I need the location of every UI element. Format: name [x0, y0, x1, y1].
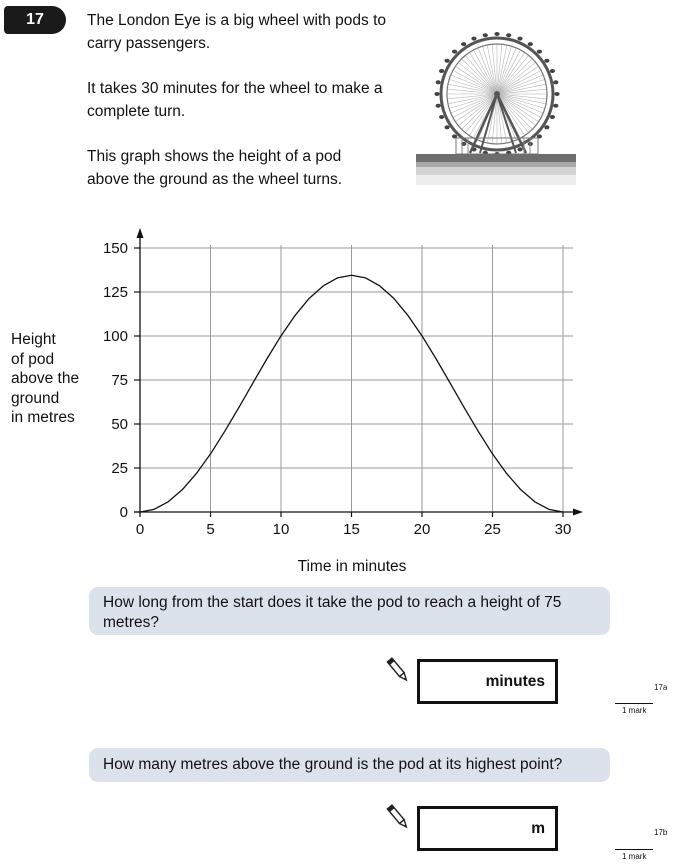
y-tick-label: 50: [111, 416, 128, 433]
x-axis-label: Time in minutes: [297, 558, 407, 575]
y-tick-label: 100: [102, 328, 128, 345]
question-17b-prompt: How many metres above the ground is the pod at its highest point?: [89, 748, 610, 782]
x-tick-label: 15: [343, 521, 360, 538]
eye-pod: [550, 115, 555, 119]
eye-pod: [436, 80, 441, 84]
eye-pod: [528, 42, 533, 46]
eye-pod: [544, 59, 549, 63]
y-tick-label: 0: [119, 504, 128, 521]
x-tick-label: 5: [206, 521, 215, 538]
eye-pod: [550, 69, 555, 73]
eye-pod: [494, 32, 499, 36]
eye-pod: [452, 50, 457, 54]
y-axis-label: [11, 330, 91, 428]
eye-pod: [445, 125, 450, 129]
eye-pod: [506, 33, 511, 37]
eye-pod: [517, 147, 522, 151]
eye-pod: [471, 37, 476, 41]
eye-pod: [483, 33, 488, 37]
pencil-icon: [386, 655, 410, 685]
y-axis-label-line: of pod: [11, 350, 55, 368]
answer-unit-minutes: minutes: [485, 673, 545, 690]
y-axis-label-line: ground: [11, 389, 60, 407]
answer-unit-metres: m: [531, 820, 545, 837]
mark-code-17b: 17b: [654, 828, 668, 837]
y-axis-label-line: Height: [11, 331, 56, 348]
y-tick-label: 150: [102, 240, 128, 257]
intro-paragraph-1: The London Eye is a big wheel with pods to carry passengers.: [87, 12, 386, 52]
mark-line: [615, 703, 653, 704]
eye-pod: [436, 104, 441, 108]
ferris-wheel-icon: [412, 8, 578, 188]
answer-box-17b[interactable]: [417, 806, 558, 851]
eye-pod: [517, 37, 522, 41]
eye-pod: [439, 115, 444, 119]
x-tick-label: 25: [484, 521, 501, 538]
question-17a-prompt: How long from the start does it take the pod to reach a height of 75 metres?: [89, 587, 610, 635]
eye-pod: [439, 69, 444, 73]
y-axis-label-line: in metres: [11, 409, 75, 426]
y-tick-label: 125: [102, 284, 128, 301]
x-tick-label: 20: [413, 521, 431, 538]
x-tick-label: 0: [135, 521, 145, 538]
mark-line: [615, 849, 653, 850]
eye-pod: [553, 104, 558, 108]
eye-pod: [445, 59, 450, 63]
y-tick-label: 75: [111, 372, 128, 389]
eye-pod: [434, 92, 439, 96]
eye-pod: [537, 50, 542, 54]
question-number: 17: [4, 6, 66, 34]
x-tick-label: 30: [554, 521, 572, 538]
eye-pod: [554, 92, 559, 96]
mark-value-17b: 1 mark: [622, 852, 647, 861]
y-tick-label: 25: [111, 460, 128, 477]
eye-pod: [461, 42, 466, 46]
intro-paragraph-3: This graph shows the height of a pod above the ground as the wheel turns.: [87, 148, 343, 188]
mark-code-17a: 17a: [654, 683, 668, 692]
x-tick-label: 10: [272, 521, 290, 538]
eye-pod: [544, 125, 549, 129]
x-axis-arrow: [573, 509, 583, 516]
y-axis-label-line: above the: [11, 370, 80, 387]
eye-pod: [553, 80, 558, 84]
mark-value-17a: 1 mark: [622, 706, 647, 715]
intro-paragraph-2: It takes 30 minutes for the wheel to make a complete turn.: [87, 80, 383, 120]
answer-box-17a[interactable]: [417, 659, 558, 704]
height-time-graph: [0, 222, 677, 557]
y-axis-arrow: [137, 228, 144, 238]
pencil-icon: [386, 802, 410, 832]
